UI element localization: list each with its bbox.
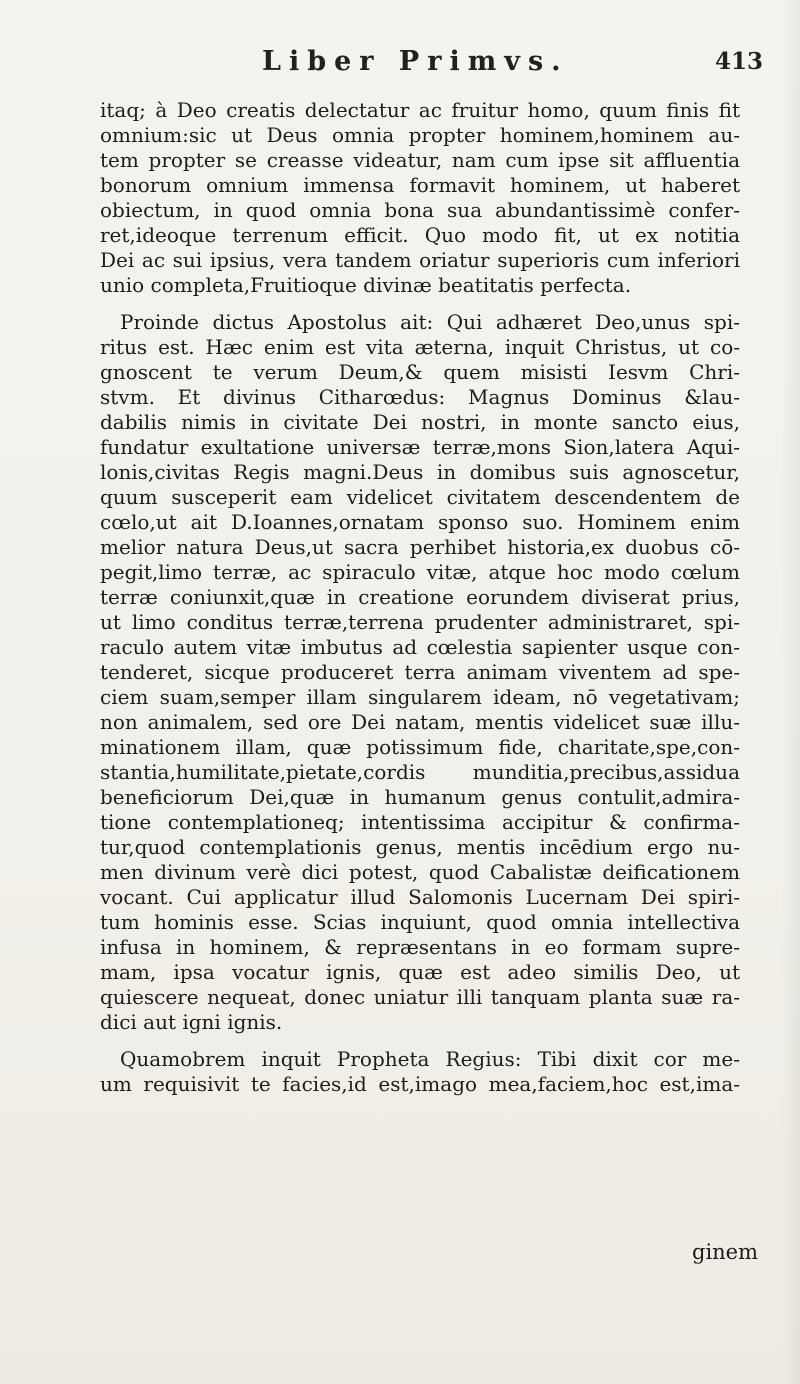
text-line: tem propter se creasse videatur, nam cum ipse sit affluentia — [100, 148, 740, 172]
text-line: tur,quod contemplationis genus, mentis incēdium ergo nu- — [100, 835, 740, 859]
page-number: 413 — [715, 48, 764, 75]
text-line: Proinde dictus Apostolus ait: Qui adhæret Deo,unus spi- — [120, 310, 740, 334]
catchword: ginem — [692, 1240, 759, 1264]
text-line: vocant. Cui applicatur illud Salomonis Lucernam Dei spiri- — [100, 885, 740, 909]
text-line: mam, ipsa vocatur ignis, quæ est adeo similis Deo, ut — [100, 960, 740, 984]
text-line: Quamobrem inquit Propheta Regius: Tibi dixit cor me- — [120, 1047, 740, 1071]
text-line: tione contemplationeq; intentissima accipitur & confirma- — [100, 810, 740, 834]
text-line: gnoscent te verum Deum,& quem misisti Iesvm Chri- — [100, 360, 740, 384]
text-line: ciem suam,semper illam singularem ideam, nō vegetativam; — [100, 685, 740, 709]
text-line: tenderet, sicque produceret terra animam viventem ad spe- — [100, 660, 740, 684]
text-line: itaq; à Deo creatis delectatur ac fruitur homo, quum finis fit — [100, 98, 740, 122]
paragraph-3 — [100, 1047, 740, 1097]
text-line: ut limo conditus terræ,terrena prudenter administraret, spi- — [100, 610, 740, 634]
paragraph-2 — [100, 310, 740, 1035]
text-line: omnium:sic ut Deus omnia propter hominem,hominem au- — [100, 123, 740, 147]
body-text — [100, 98, 740, 1097]
running-title: Liber Primvs. — [262, 46, 569, 77]
text-line: quiescere nequeat, donec uniatur illi tanquam planta suæ ra- — [100, 985, 740, 1009]
paragraph-1 — [100, 98, 740, 298]
text-line: terræ coniunxit,quæ in creatione eorundem diviserat prius, — [100, 585, 740, 609]
text-line: Dei ac sui ipsius, vera tandem oriatur superioris cum inferiori — [100, 248, 740, 272]
page-edge-shadow — [782, 0, 800, 1384]
text-line: non animalem, sed ore Dei natam, mentis videlicet suæ illu- — [100, 710, 740, 734]
text-line: raculo autem vitæ imbutus ad cœlestia sapienter usque con- — [100, 635, 740, 659]
text-line: beneficiorum Dei,quæ in humanum genus contulit,admira- — [100, 785, 740, 809]
text-line: ritus est. Hæc enim est vita æterna, inquit Christus, ut co- — [100, 335, 740, 359]
text-line: dabilis nimis in civitate Dei nostri, in monte sancto eius, — [100, 410, 740, 434]
text-line: ret,ideoque terrenum efficit. Quo modo fit, ut ex notitia — [100, 223, 740, 247]
text-line: obiectum, in quod omnia bona sua abundantissimè confer- — [100, 198, 740, 222]
text-line: infusa in hominem, & repræsentans in eo formam supre- — [100, 935, 740, 959]
text-line: fundatur exultatione universæ terræ,mons Sion,latera Aqui- — [100, 435, 740, 459]
text-line: men divinum verè dici potest, quod Cabalistæ deificationem — [100, 860, 740, 884]
text-line: pegit,limo terræ, ac spiraculo vitæ, atque hoc modo cœlum — [100, 560, 740, 584]
text-line: quum susceperit eam videlicet civitatem descendentem de — [100, 485, 740, 509]
text-line: stantia,humilitate,pietate,cordis munditia,precibus,assidua — [100, 760, 740, 784]
text-line: bonorum omnium immensa formavit hominem, ut haberet — [100, 173, 740, 197]
text-line: melior natura Deus,ut sacra perhibet historia,ex duobus cō- — [100, 535, 740, 559]
text-line: lonis,civitas Regis magni.Deus in domibus suis agnoscetur, — [100, 460, 740, 484]
text-line: tum hominis esse. Scias inquiunt, quod omnia intellectiva — [100, 910, 740, 934]
text-line: minationem illam, quæ potissimum fide, charitate,spe,con- — [100, 735, 740, 759]
text-line: um requisivit te facies,id est,imago mea,faciem,hoc est,ima- — [100, 1072, 740, 1096]
text-line: cœlo,ut ait D.Ioannes,ornatam sponso suo. Hominem enim — [100, 510, 740, 534]
text-line: dici aut igni ignis. — [100, 1010, 283, 1034]
page-header — [0, 40, 800, 80]
text-line: unio completa,Fruitioque divinæ beatitatis perfecta. — [100, 273, 632, 297]
text-line: stvm. Et divinus Citharœdus: Magnus Dominus &lau- — [100, 385, 740, 409]
